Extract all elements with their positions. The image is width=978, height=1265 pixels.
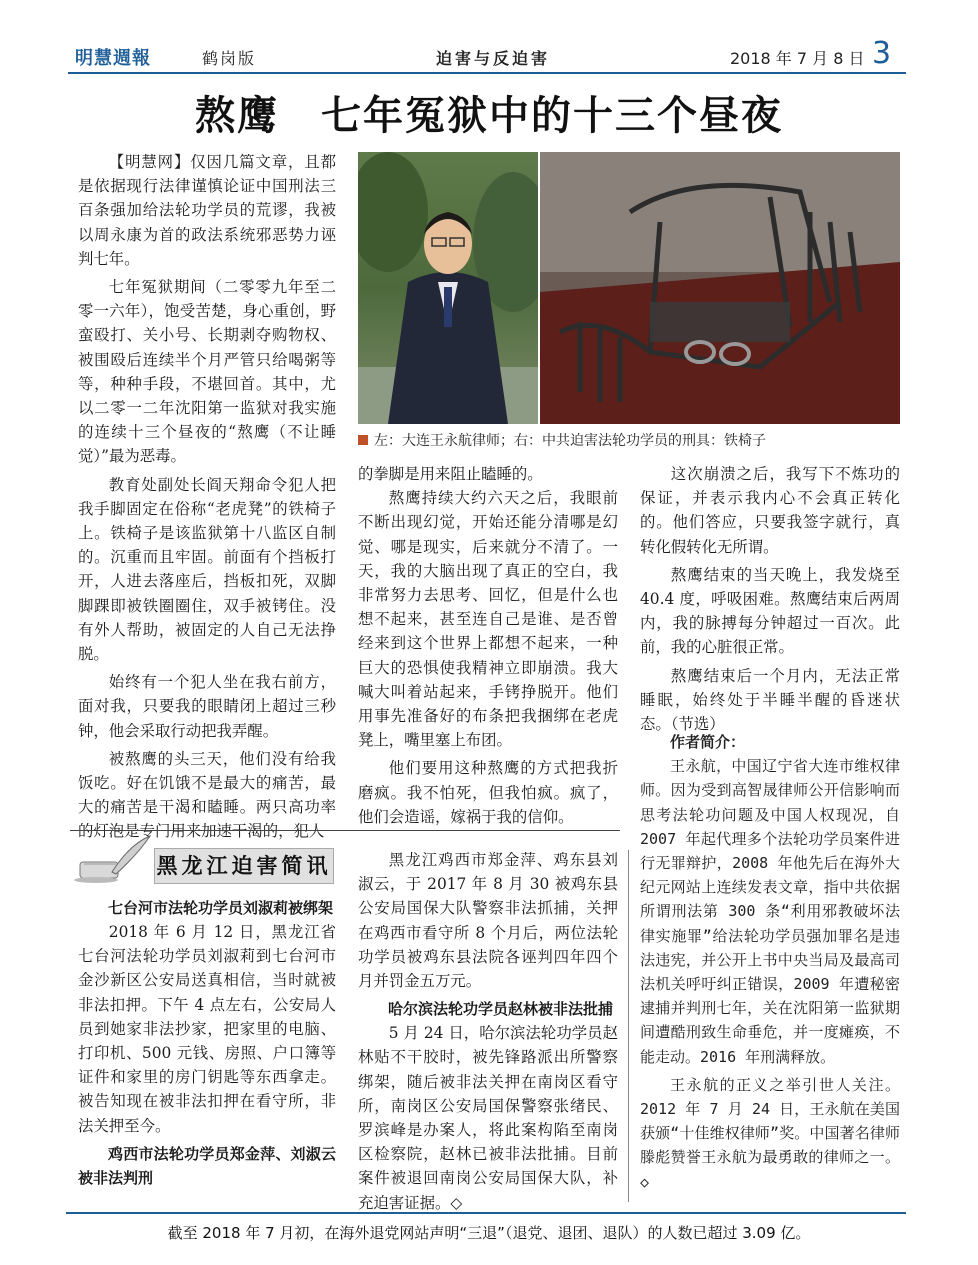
article-title: 熬鹰 七年冤狱中的十三个昼夜 <box>195 92 783 139</box>
author-bio <box>640 730 900 1194</box>
footer-notice: 截至 2018 年 7 月初，在海外退党网站声明“三退”（退党、退团、退队）的人数已超过 3.09 亿。 <box>167 1224 811 1242</box>
article-paragraph: 始终有一个犯人坐在我右前方，面对我，只要我的眼睛闭上超过三秒钟，他会采取行动把我弄醒。 <box>78 673 336 740</box>
briefs-column-2 <box>358 848 618 1215</box>
article-column-3 <box>640 462 900 736</box>
article-column-1 <box>78 150 336 844</box>
photo-caption: 左：大连王永航律师；右：中共迫害法轮功学员的刑具：铁椅子 <box>358 430 903 450</box>
brief-body: 5 月 24 日，哈尔滨法轮功学员赵林贴不干胶时，被先锋路派出所警察绑架，随后被非法关押在南岗区看守所，南岗区公安局国保警察张绪民、罗滨峰是办案人，将此案构陷至南岗区检察院，赵林已被非法批捕。目前案件被退回南岗公安局国保大队，补充迫害证据。◇ <box>358 1024 618 1212</box>
author-bio-paragraph: 王永航，中国辽宁省大连市维权律师。因为受到高智晟律师公开信影响而思考法轮功问题及中国人权现况，自 2007 年起代理多个法轮功学员案件进行无罪辩护，2008 年他先后在海外大纪元网站上连续发表文章，指中共依据所谓刑法第 300 条“利用邪教破坏法律实施罪”给法轮功学员强加罪名是违法违宪，并公开上书中央当局及最高司法机关呼吁纠正错误，2009 年遭秘密逮捕并判刑七年，关在沈阳第一监狱期间遭酷刑致生命垂危，并一度瘫痪，不能走动。2016 年刑满释放。 <box>640 757 900 1066</box>
article-paragraph: 的拳脚是用来阻止瞌睡的。 <box>358 465 543 483</box>
masthead-edition: 鹤岗版 <box>202 49 257 68</box>
article-paragraph: 熬鹰结束后一个月内，无法正常睡眠，始终处于半睡半醒的昏迷状态。（节选） <box>640 666 900 734</box>
article-paragraph: 【明慧网】仅因几篇文章，且都是依据现行法律谨慎论证中国刑法三百条强加给法轮功学员的荒谬，我被以周永康为首的政法系统邪恶势力诬判七年。 <box>78 153 336 268</box>
source-tag: 【明慧网】 <box>108 153 191 171</box>
brief-headline: 哈尔滨法轮功学员赵林被非法批捕 <box>388 1000 614 1019</box>
issue-date: 2018 年 7 月 8 日 <box>730 49 865 68</box>
author-bio-paragraph: 王永航的正义之举引世人关注。2012 年 7 月 24 日，王永航在美国获颁“十佳维权律师”奖。中国著名律师滕彪赞誉王永航为最勇敢的律师之一。◇ <box>640 1075 900 1191</box>
masthead-brand: 明慧週報 <box>75 48 151 69</box>
article-column-2 <box>358 462 618 829</box>
article-paragraph: 七年冤狱期间（二零零九年至二零一六年），饱受苦楚，身心重创，野蛮殴打、关小号、长期剥夺购物权、被围殴后连续半个月严管只给喝粥等等，种种手段，不堪回首。其中，尤以二零一二年沈阳第一监狱对我实施的连续十三个昼夜的“熬鹰（不让睡觉）”最为恶毒。 <box>78 278 336 466</box>
briefs-banner: 黑龙江迫害简讯 <box>154 848 334 884</box>
page-number: 3 <box>872 36 892 71</box>
brief-headline: 鸡西市法轮功学员郑金萍、刘淑云被非法判刑 <box>78 1144 336 1187</box>
brief-body: 黑龙江鸡西市郑金萍、鸡东县刘淑云，于 2017 年 8 月 30 被鸡东县公安局国保大队警察非法抓捕，关押在鸡西市看守所 8 个月后，两位法轮功学员被鸡东县法院各诬判四年四个月并罚金五万元。 <box>358 851 618 991</box>
footer-rule <box>66 1212 906 1214</box>
article-paragraph: 他们要用这种熬鹰的方式把我折磨疯。我不怕死，但我怕疯。疯了，他们会造谣，嫁祸于我的信仰。 <box>358 759 618 826</box>
author-bio-heading: 作者简介： <box>670 733 746 751</box>
briefs-column-1 <box>78 896 336 1190</box>
quill-icon <box>72 834 152 884</box>
iron-chair-photo <box>540 152 900 424</box>
brief-body: 2018 年 6 月 12 日，黑龙江省七台河法轮功学员刘淑莉到七台河市金沙新区公安局送真相信，当时就被非法扣押。下午 4 点左右，公安局人员到她家非法抄家，把家里的电脑、打印机、500 元钱、房照、户口簿等证件和家里的房门钥匙等东西拿走。被告知现在被非法扣押在看守所，非法关押至今。 <box>78 923 336 1135</box>
article-paragraph: 这次崩溃之后，我写下不炼功的保证，并表示我内心不会真正转化的。他们答应，只要我签字就行，真转化假转化无所谓。 <box>640 465 900 556</box>
section-title: 迫害与反迫害 <box>436 49 551 68</box>
column-divider <box>628 850 629 1202</box>
article-paragraph: 熬鹰持续大约六天之后，我眼前不断出现幻觉，开始还能分清哪是幻觉、哪是现实，后来就分不清了。一天，我的大脑出现了真正的空白，我非常努力去思考、回忆，但是什么也想不起来，甚至连自己是谁、是否曾经来到这个世界上都想不起来，一种巨大的恐惧使我精神立即崩溃。我大喊大叫着站起来，手铐挣脱开。他们用事先准备好的布条把我捆绑在老虎凳上，嘴里塞上布团。 <box>358 489 618 750</box>
caption-marker <box>358 435 368 445</box>
lawyer-photo <box>358 152 538 424</box>
article-paragraph: 教育处副处长阎天翔命令犯人把我手脚固定在俗称“老虎凳”的铁椅子上。铁椅子是该监狱第十八监区自制的。沉重而且牢固。前面有个挡板打开，人进去落座后，挡板扣死，双脚脚踝即被铁圈圈住，双手被铐住。没有外人帮助，被固定的人自己无法挣脱。 <box>78 475 336 664</box>
section-divider <box>70 830 620 831</box>
article-paragraph: 熬鹰结束的当天晚上，我发烧至 40.4 度，呼吸困难。熬鹰结束后两周内，我的脉搏每分钟超过一百次。此前，我的心脏很正常。 <box>640 565 900 657</box>
article-paragraph: 被熬鹰的头三天，他们没有给我饭吃。好在饥饿不是最大的痛苦，最大的痛苦是干渴和瞌睡。两只高功率的灯泡是专门用来加速干渴的，犯人 <box>78 749 336 841</box>
header-rule <box>68 72 906 74</box>
brief-headline: 七台河市法轮功学员刘淑莉被绑架 <box>108 899 334 917</box>
